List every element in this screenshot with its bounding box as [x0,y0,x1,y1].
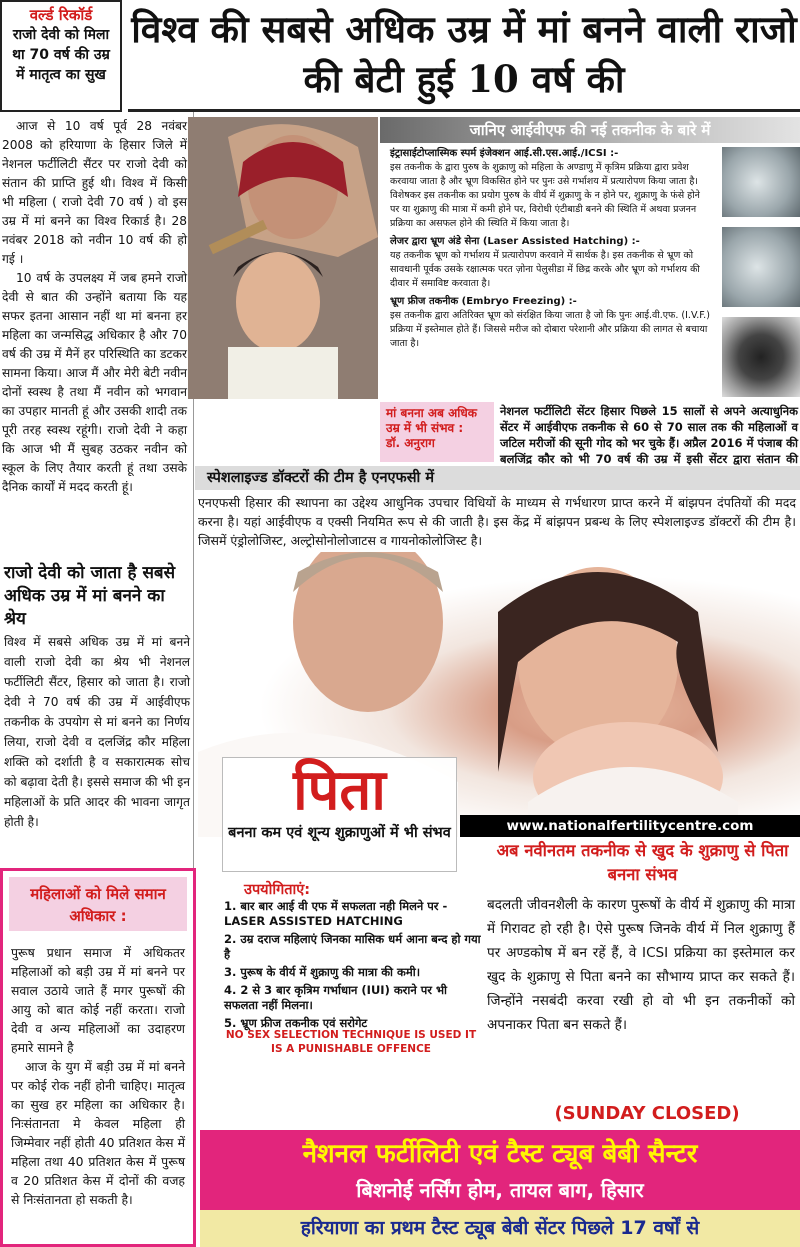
world-record-tag: वर्ल्ड रिकॉर्ड [29,6,93,24]
doctor-name: डॉ. अनुराग [386,436,435,450]
ivf-item-text: इस तकनीक द्वारा अतिरिक्त भ्रूण को संरक्षित किया जाता है जो कि पुनः आई.वी.एफ. (I.V.F.) प्रक्रिया में इस्तेमाल होते हैं। जिससे मरीज को दोबारा परेशानी और प्रक्रिया की लागत से बचाया जाता है। [390,310,710,349]
uses-item: 4. 2 से 3 बार कृत्रिम गर्भाधान (IUI) कराने पर भी सफलता नहीं मिलना। [224,983,448,1012]
women-rights-paragraph-2: आज के युग में बड़ी उम्र में मां बनने पर कोई रोक नहीं होनी चाहिए। मातृत्व का सुख हर महिला का अधिकार है। निःसंतानता मे केवल महिला ही जिम्मेवार नहीं होती 40 प्रतिशत केस में महिला तथा 40 प्रतिशत केस में पुरूष व 20 प्रतिशत केस में दोनों की वजह से निःसंतानता हो सकती है। [11,1059,185,1207]
grandmother-child-photo [188,117,378,399]
father-subtitle: बनना कम एवं शून्य शुक्राणुओं में भी संभव [228,825,451,841]
website-url[interactable]: www.nationalfertilitycentre.com [460,815,800,837]
women-rights-paragraph-1: पुरूष प्रधान समाज में अधिकतर महिलाओं को बड़ी उम्र में मां बनने पर सवाल उठाये जाते हैं मगर पुरूषों की आयु को बात कोई नहीं करता। राजो देवी व अन्य महिलाओं का उदाहरण हमारे सामने है [11,945,185,1055]
centre-banner [200,1130,800,1247]
ivf-item-title: भ्रूण फ्रीज तकनीक (Embryo Freezing) :- [390,296,577,307]
banner-tagline: हरियाणा का प्रथम टैस्ट ट्यूब बेबी सेंटर पिछले 17 वर्षों से [200,1210,800,1247]
uses-item: 2. उम्र दराज महिलाएं जिनका मासिक धर्म आना बन्द हो गया है [224,932,481,961]
article-paragraph-2: 10 वर्ष के उपलक्ष्य में जब हमने राजो देवी से बात की उन्होंने बताया कि यह सफर इतना आसान नहीं था मां बनना हर महिला का जन्मसिद्ध अधिकार है और 70 वर्ष की उम्र में मैनें हर परिस्थिति का डटकर सामना किया। आज मैं और मेरी बेटी नवीन दोनों स्वस्थ है तथा मैं नवीन को भगवान का उपहार मानती हूं और उसकी शादी तक पूरी तरह स्वस्थ रहूंगी। राजो देवी ने कहा कि आज भी मैं सुबह उठकर नवीन को स्कूल के लिए तैयार करती हूं तथा उसके दैनिक कार्यों में मदद करती हूं। [2,271,187,494]
ivf-item-text: यह तकनीक भ्रूण को गर्भाशय में प्रत्यारोपण करवाने में सार्थक है। इस तकनीक से भ्रूण को सावधानी पूर्वक उसके रक्षात्मक परत ज़ोना पेलुसीडा में छिद्र करके और भ्रूण को गर्भाशय की दीवार में समाविष्ट करवाता है। [390,250,700,289]
uses-heading: उपयोगिताएं: [244,882,311,898]
ivf-item-title: लेजर द्वारा भ्रूण अंडे सेना (Laser Assisted Hatching) :- [390,236,640,247]
uses-item: 1. बार बार आई वी एफ में सफलता नही मिलने पर - LASER ASSISTED HATCHING [224,899,448,928]
no-sex-selection-warning: NO SEX SELECTION TECHNIQUE IS USED IT IS A PUNISHABLE OFFENCE [225,1029,477,1055]
women-rights-box [0,868,196,1247]
own-sperm-body: बदलती जीवनशैली के कारण पुरूषों के वीर्य में शुक्राणु की मात्रा में गिरावट हो रही है। ऐसे पुरूष जिनके वीर्य में निल शुक्राणु हैं पर अण्डकोष में बन रहें हैं, वे ICSI प्रक्रिया का इस्तेमाल कर खुद के शुक्राणु से पिता बनने का सौभाग्य प्राप्त कर सकते हैं। जिन्होंने नसबंदी करवा रखी हो वो भी इन तकनीकों को अपनाकर पिता बन सकते हैं। [487,897,795,1033]
credit-body: विश्व में सबसे अधिक उम्र में मां बनने वाली राजो देवी का श्रेय भी नेशनल फर्टीलिटी सैंटर, हिसार को जाता है। राजो देवी ने 70 वर्ष की उम्र में आईवीएफ तकनीक के उपयोग से मां बनने का निर्णय लिया, राजो देवी व दलजिंद्र कौर महिला शक्ति को दर्शाती है व सकारात्मक सोच को बढ़ावा देती है। इससे समाज की भी इन महिलाओं के प्रति आदर की भावना जागृत होती है। [4,635,190,829]
credit-heading: राजो देवी को जाता है सबसे अधिक उम्र में मां बनने का श्रेय [4,563,176,629]
centre-description: नेशनल फर्टीलिटी सेंटर हिसार पिछले 15 सालों से अपने अत्याधुनिक सेंटर में आईवीएफ तकनीक से 60 से 70 साल तक की महिलाओं व जटिल मरीजों की सूनी गोद को भर चुके हैं। अप्रैल 2016 में पंजाब की बलजिंद्र कौर को भी 70 वर्ष की उम्र में इसी सेंटर द्वारा संतान की [500,404,798,466]
own-sperm-heading: अब नवीनतम तकनीक से खुद के शुक्राणु से पिता बनना संभव [496,841,789,884]
uses-item: 3. पुरूष के वीर्य में शुक्राणु की मात्रा की कमी। [224,965,421,979]
world-record-text: राजो देवी को मिला था 70 वर्ष की उम्र में मातृत्व का सुख [12,27,110,83]
banner-centre-name: नैशनल फर्टीलिटी एवं टैस्ट ट्यूब बेबी सैन्टर [302,1139,698,1169]
headline-box [128,0,800,112]
world-record-box [0,0,122,112]
embryo-cells-image [722,227,800,307]
left-column-article [2,117,187,557]
uses-box [212,879,482,1029]
ivf-item-freezing [380,295,710,351]
specialised-team-body: एनएफसी हिसार की स्थापना का उद्देश्य आधुनिक उपचार विधियों के माध्यम से गर्भधारण प्राप्त करने में बांझपन दंपतियों की मदद करना है। यहां आईवीएफ व एक्सी नियमित रूप से की जाती है। इस केंद्र में बांझपन प्रबन्ध के लिए स्पेशलाइज्ड डॉक्टरों की टीम है। जिसमें एंड्रोलोजिस्ट, अल्ट्रोसोनोलोजाटस व गायनोकोलोजिस्ट है। [198,495,796,548]
women-rights-heading: महिलाओं को मिले समान अधिकार : [9,877,187,931]
women-rights-body [3,937,193,1215]
doctor-quote-text: मां बनना अब अधिक उम्र में भी संभव : [386,406,477,435]
headline: विश्व की सबसे अधिक उम्र में मां बनने वाली राजो की बेटी हुई 10 वर्ष की [131,7,797,101]
ivf-techniques-panel [380,117,800,401]
ivf-item-laser [380,235,710,291]
ivf-item-title: इंट्रासाईटोप्लास्मिक स्पर्म इंजेक्शन आई.सी.एस.आई./ICSI :- [390,148,619,159]
doctor-quote-box [380,402,494,462]
specialised-team-heading: स्पेशलाइज्ड डॉक्टरों की टीम है एनएफसी में [195,466,800,490]
icsi-microscope-image [722,147,800,217]
uses-item: 5. भ्रूण फ्रीज तकनीक एवं सरोगेट [224,1016,368,1030]
ivf-item-text: इस तकनीक के द्वारा पुरुष के शुक्राणु को महिला के अण्डाणु में कृत्रिम प्रक्रिया द्वारा प्रवेश करवाया जाता है और भ्रूण विकसित होने पर पुनः उसे गर्भाशय में प्रत्यारोपण किया जाता है। विशेषकर इस तकनीक का प्रयोग पुरुष के वीर्य में शुक्राणु के न होने पर, शुक्राणु के फंसे होने पर या शुक्राणु की मात्रा में कमी होने पर, विरोधी एंटीबाडी बनने की स्थिति में अथवा प्रजनन प्रक्रिया का असफल होने की स्थिति में किया जाता है। [390,162,700,229]
father-title: पिता [293,757,386,823]
ivf-panel-title: जानिए आईवीएफ की नई तकनीक के बारे में [380,117,800,143]
grandmother-child-illustration [188,117,378,399]
father-promo-box [222,757,457,872]
sunday-closed-note: (SUNDAY CLOSED) [554,1103,740,1124]
freezing-storage-image [722,317,800,397]
ivf-item-icsi [380,147,710,231]
banner-address: बिशनोई नर्सिंग होम, तायल बाग, हिसार [356,1178,644,1202]
uses-list [212,899,482,1031]
article-paragraph-1: आज से 10 वर्ष पूर्व 28 नवंबर 2008 को हरियाणा के हिसार जिले में नेशनल फर्टीलिटी सैंटर पर राजो देवी को संतान की प्राप्ति हुई थी। विश्व में किसी भी महिला ( राजो देवी 70 वर्ष ) वो इस उम्र में मां बनने का विश्व रिकार्ड है। 28 नवंबर 2018 को नवीन 10 वर्ष की हो गई । [2,119,187,266]
